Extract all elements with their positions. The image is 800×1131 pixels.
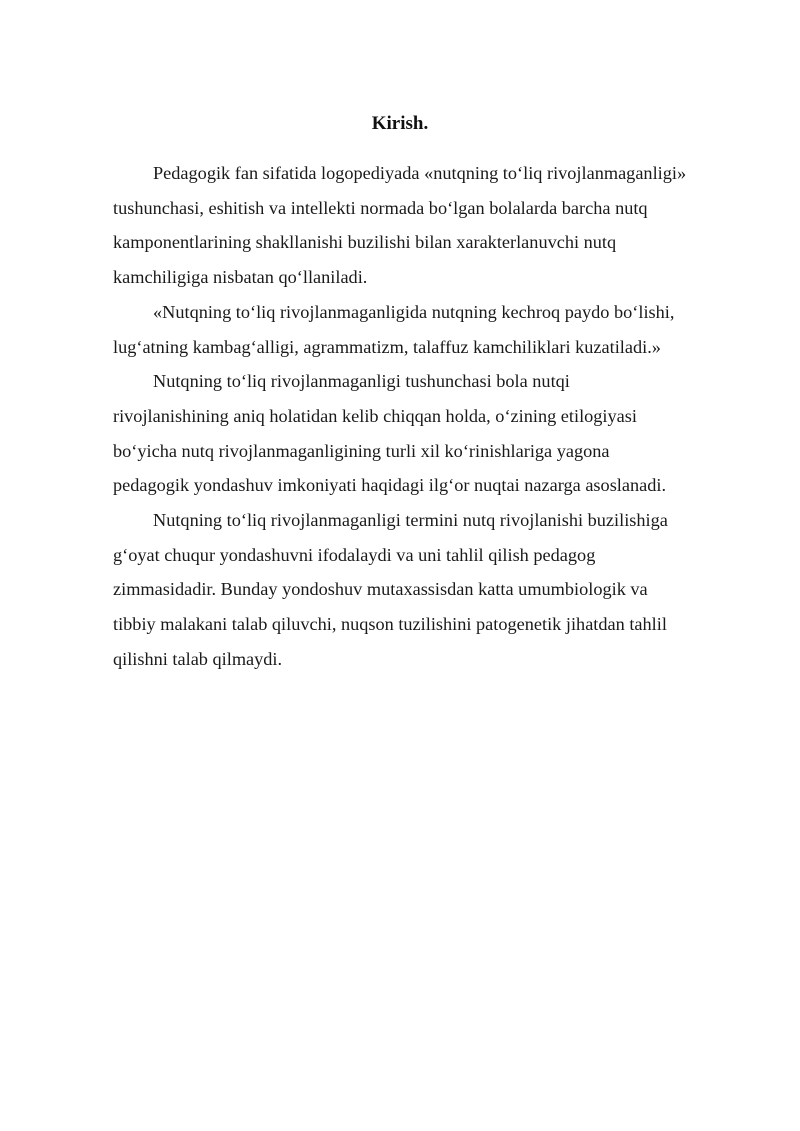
- paragraph-1: [113, 156, 753, 295]
- text-line: lug‘atning kambag‘alligi, agrammatizm, talaffuz kamchiliklari kuzatiladi.»: [113, 336, 661, 357]
- paragraph-2: [113, 295, 753, 364]
- text-line: rivojlanishining aniq holatidan kelib chiqqan holda, o‘zining etilogiyasi: [113, 405, 637, 426]
- paragraph-4: [113, 503, 753, 677]
- text-line: qilishni talab qilmaydi.: [113, 648, 283, 669]
- text-line: Nutqning to‘liq rivojlanmaganligi termini nutq rivojlanishi buzilishiga: [153, 510, 668, 531]
- page-title: Kirish.: [371, 113, 429, 134]
- text-line: zimmasidadir. Bunday yondoshuv mutaxassisdan katta umumbiologik va: [113, 579, 648, 600]
- text-line: kamchiligiga nisbatan qo‘llaniladi.: [113, 267, 368, 288]
- text-line: tushunchasi, eshitish va intellekti normada bo‘lgan bolalarda barcha nutq: [113, 197, 648, 218]
- text-line: kamponentlarining shakllanishi buzilishi bilan xarakterlanuvchi nutq: [113, 232, 617, 253]
- paragraph-3: [113, 364, 753, 503]
- text-line: «Nutqning to‘liq rivojlanmaganligida nutqning kechroq paydo bo‘lishi,: [153, 301, 675, 322]
- text-line: pedagogik yondashuv imkoniyati haqidagi ilg‘or nuqtai nazarga asoslanadi.: [113, 475, 667, 496]
- text-line: Nutqning to‘liq rivojlanmaganligi tushunchasi bola nutqi: [153, 371, 570, 392]
- text-line: bo‘yicha nutq rivojlanmaganligining turli xil ko‘rinishlariga yagona: [113, 440, 610, 461]
- text-line: tibbiy malakani talab qiluvchi, nuqson tuzilishini patogenetik jihatdan tahlil: [113, 614, 667, 635]
- text-line: g‘oyat chuqur yondashuvni ifodalaydi va uni tahlil qilish pedagog: [113, 544, 596, 565]
- text-line: Pedagogik fan sifatida logopediyada «nutqning to‘liq rivojlanmaganligi»: [153, 163, 687, 183]
- document-body: [113, 156, 753, 677]
